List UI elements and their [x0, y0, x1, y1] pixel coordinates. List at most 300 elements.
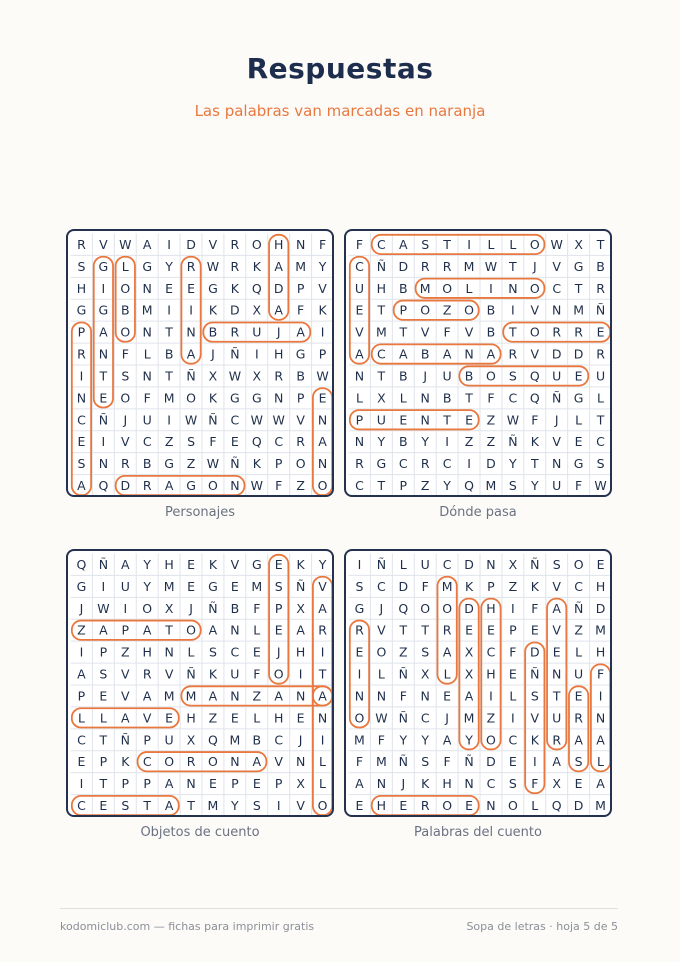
grid-letter: I — [511, 710, 515, 726]
grid-letter: C — [377, 346, 386, 362]
grid-letter: E — [187, 556, 195, 572]
footer-page-info: Sopa de letras · hoja 5 de 5 — [466, 920, 618, 933]
grid-letter: A — [596, 732, 605, 748]
grid-letter: L — [319, 754, 327, 770]
grid-letter: E — [465, 622, 473, 638]
grid-letter: Ñ — [530, 666, 540, 682]
grid-letter: N — [552, 666, 562, 682]
grid-letter: A — [596, 776, 605, 792]
grid-letter: W — [97, 600, 110, 616]
grid-letter: O — [529, 236, 540, 252]
grid-letter: X — [420, 666, 430, 682]
grid-letter: Q — [464, 478, 474, 494]
grid-letter: T — [399, 324, 408, 340]
grid-letter: K — [296, 556, 305, 572]
grid-letter: F — [143, 390, 151, 406]
grid-letter: A — [464, 688, 474, 704]
grid-letter: O — [251, 236, 262, 252]
grid-letter: A — [574, 732, 583, 748]
grid-letter: K — [421, 776, 430, 792]
grid-letter: M — [463, 710, 475, 726]
grid-letter: L — [575, 412, 583, 428]
grid-letter: P — [318, 346, 327, 362]
grid-letter: A — [552, 600, 561, 616]
grid-letter: C — [442, 556, 452, 572]
grid-letter: M — [295, 258, 307, 274]
grid-letter: A — [399, 346, 408, 362]
grid-letter: N — [317, 412, 328, 428]
grid-letter: G — [186, 478, 196, 494]
grid-letter: P — [121, 776, 130, 792]
grid-letter: E — [230, 434, 239, 450]
grid-letter: N — [98, 346, 109, 362]
grid-letter: H — [76, 280, 87, 296]
grid-letter: A — [296, 622, 305, 638]
grid-letter: D — [398, 258, 409, 274]
grid-letter: Ñ — [530, 556, 540, 572]
grid-letter: A — [274, 302, 283, 318]
grid-letter: V — [530, 302, 540, 318]
grid-letter: L — [465, 280, 473, 296]
grid-letter: H — [442, 776, 452, 792]
grid-letter: V — [552, 622, 561, 638]
grid-letter: G — [251, 390, 262, 406]
grid-letter: E — [574, 688, 583, 704]
grid-letter: Ñ — [208, 600, 218, 616]
grid-letter: S — [187, 434, 196, 450]
grid-letter: F — [377, 732, 385, 748]
grid-letter: V — [274, 754, 283, 770]
grid-letter: M — [595, 622, 606, 638]
grid-letter: S — [77, 258, 86, 274]
grid-letter: F — [487, 390, 495, 406]
grid-letter: A — [142, 688, 152, 704]
grid-letter: A — [552, 754, 561, 770]
grid-letter: E — [99, 798, 108, 814]
grid-letter: P — [99, 754, 108, 770]
grid-letter: P — [487, 578, 495, 594]
grid-letter: U — [552, 478, 562, 494]
grid-letter: B — [230, 600, 240, 616]
grid-letter: Ñ — [398, 754, 408, 770]
grid-letter: Q — [208, 732, 218, 748]
grid-letter: E — [187, 578, 195, 594]
grid-letter: A — [142, 236, 152, 252]
grid-letter: S — [508, 776, 517, 792]
grid-letter: I — [79, 776, 84, 792]
grid-letter: U — [230, 666, 240, 682]
grid-letter: O — [442, 798, 453, 814]
grid-letter: A — [99, 324, 108, 340]
grid-letter: C — [274, 434, 284, 450]
grid-letter: N — [354, 368, 365, 384]
grid-letter: J — [423, 368, 428, 384]
grid-letter: O — [573, 556, 584, 572]
grid-letter: Q — [251, 280, 262, 296]
grid-letter: C — [77, 412, 86, 428]
grid-letter: F — [531, 776, 539, 792]
grid-letter: Ñ — [98, 556, 109, 572]
grid-letter: G — [295, 346, 306, 362]
grid-letter: O — [164, 754, 175, 770]
grid-letter: S — [355, 578, 364, 594]
grid-svg — [68, 231, 334, 497]
grid-letter: Q — [529, 368, 540, 384]
grid-letter: F — [443, 324, 451, 340]
grid-letter: Y — [421, 732, 430, 748]
grid-letter: B — [252, 732, 262, 748]
grid-letter: R — [274, 368, 284, 384]
grid-letter: Y — [530, 478, 539, 494]
grid-letter: N — [552, 456, 562, 472]
grid-letter: I — [467, 236, 471, 252]
grid-letter: D — [486, 754, 496, 770]
grid-letter: I — [357, 666, 362, 682]
grid-letter: D — [486, 456, 496, 472]
grid-letter: C — [442, 456, 452, 472]
grid-letter: Ñ — [295, 578, 306, 594]
grid-letter: R — [296, 434, 305, 450]
grid-letter: E — [252, 776, 261, 792]
grid-letter: Q — [76, 556, 87, 572]
grid-letter: C — [355, 478, 364, 494]
grid-letter: E — [274, 556, 283, 572]
grid-letter: A — [252, 754, 262, 770]
grid-letter: R — [552, 324, 562, 340]
grid-letter: S — [421, 236, 430, 252]
grid-letter: J — [79, 600, 84, 616]
grid-letter: J — [298, 732, 303, 748]
grid-letter: K — [208, 556, 218, 572]
grid-letter: C — [355, 258, 364, 274]
grid-letter: Z — [252, 688, 262, 704]
grid-letter: L — [399, 556, 407, 572]
grid-letter: Ñ — [120, 732, 130, 748]
grid-letter: L — [253, 710, 261, 726]
grid-letter: O — [273, 666, 284, 682]
grid-letter: N — [464, 776, 474, 792]
grid-letter: R — [574, 324, 583, 340]
grid-letter: O — [486, 368, 496, 384]
grid-letter: A — [164, 776, 174, 792]
grid-letter: R — [420, 798, 430, 814]
grid-letter: O — [120, 324, 131, 340]
grid-letter: Y — [399, 732, 408, 748]
grid-letter: T — [574, 280, 583, 296]
grid-letter: W — [484, 258, 498, 274]
grid-letter: V — [121, 434, 130, 450]
grid-letter: E — [209, 776, 217, 792]
grid-letter: R — [420, 258, 430, 274]
grid-letter: T — [165, 622, 173, 638]
grid-letter: J — [123, 412, 128, 428]
grid-letter: O — [186, 390, 196, 406]
grid-letter: R — [142, 478, 152, 494]
grid-letter: C — [377, 578, 386, 594]
grid-letter: O — [295, 456, 306, 472]
grid-letter: F — [531, 412, 539, 428]
grid-letter: V — [420, 324, 430, 340]
grid-letter: T — [99, 732, 108, 748]
grid-letter: I — [167, 412, 171, 428]
grid-letter: B — [596, 258, 605, 274]
grid-letter: G — [164, 456, 174, 472]
grid-letter: O — [354, 710, 365, 726]
grid-letter: D — [186, 236, 196, 252]
grid-letter: M — [185, 688, 197, 704]
grid-letter: J — [211, 346, 215, 362]
grid-letter: C — [596, 434, 605, 450]
grid-letter: A — [208, 622, 218, 638]
grid-letter: E — [596, 556, 605, 572]
grid-letter: T — [443, 412, 451, 428]
grid-letter: X — [574, 236, 583, 252]
grid-letter: E — [99, 390, 108, 406]
grid-letter: A — [164, 478, 174, 494]
grid-letter: C — [77, 798, 86, 814]
grid-letter: W — [228, 368, 242, 384]
footer-divider — [60, 908, 618, 909]
grid-letter: H — [595, 644, 606, 660]
grid-letter: F — [575, 478, 583, 494]
grid-letter: E — [165, 280, 174, 296]
grid-letter: P — [274, 600, 283, 616]
grid-letter: F — [421, 578, 429, 594]
grid-letter: L — [509, 236, 517, 252]
grid-letter: Ñ — [552, 390, 562, 406]
grid-letter: P — [274, 456, 283, 472]
grid-letter: N — [230, 478, 240, 494]
grid-letter: F — [318, 236, 327, 252]
grid-letter: V — [464, 324, 474, 340]
grid-letter: N — [486, 556, 496, 572]
grid-letter: S — [596, 456, 605, 472]
grid-letter: Ñ — [398, 666, 408, 682]
grid-letter: U — [595, 368, 606, 384]
grid-letter: O — [317, 798, 328, 814]
grid-letter: U — [354, 280, 365, 296]
grid-letter: E — [355, 302, 364, 318]
grid-letter: T — [509, 324, 517, 340]
grid-letter: B — [420, 346, 430, 362]
grid-letter: I — [167, 302, 171, 318]
grid-letter: T — [99, 368, 108, 384]
grid-letter: E — [252, 644, 261, 660]
grid-letter: U — [142, 412, 152, 428]
grid-letter: U — [164, 732, 174, 748]
grid-letter: N — [295, 754, 306, 770]
grid-letter: A — [399, 236, 408, 252]
grid-letter: X — [508, 556, 518, 572]
grid-letter: O — [208, 754, 218, 770]
grid-letter: N — [420, 390, 430, 406]
grid-letter: P — [355, 412, 364, 428]
grid-svg — [68, 551, 334, 817]
grid-letter: K — [464, 578, 474, 594]
grid-letter: A — [355, 776, 364, 792]
grid-letter: M — [354, 732, 365, 748]
grid-letter: J — [379, 600, 384, 616]
page-subtitle: Las palabras van marcadas en naranja — [194, 102, 486, 120]
word-search-donde-pasa — [344, 229, 612, 497]
grid-letter: Ñ — [376, 258, 387, 274]
grid-letter: A — [121, 556, 130, 572]
page-title: Respuestas — [246, 52, 434, 85]
grid-letter: Ñ — [230, 346, 240, 362]
grid-letter: Q — [551, 798, 562, 814]
grid-letter: O — [120, 390, 131, 406]
grid-letter: K — [208, 302, 218, 318]
grid-letter: A — [442, 732, 452, 748]
grid-letter: C — [142, 754, 152, 770]
grid-letter: G — [230, 390, 240, 406]
grid-letter: Z — [442, 302, 452, 318]
grid-letter: Z — [486, 412, 496, 428]
grid-letter: N — [164, 644, 174, 660]
grid-letter: L — [531, 798, 539, 814]
grid-letter: B — [142, 456, 152, 472]
grid-letter: S — [121, 798, 130, 814]
grid-letter: C — [508, 390, 518, 406]
grid-letter: F — [399, 688, 407, 704]
grid-letter: G — [98, 302, 109, 318]
grid-letter: G — [98, 258, 109, 274]
grid-letter: Ñ — [595, 302, 606, 318]
grid-letter: Ñ — [573, 600, 584, 616]
grid-letter: T — [165, 324, 173, 340]
grid-letter: F — [531, 600, 539, 616]
grid-letter: B — [164, 346, 174, 362]
grid-letter: B — [399, 368, 408, 384]
word-search-palabras — [344, 549, 612, 817]
grid-letter: E — [443, 688, 452, 704]
grid-letter: M — [229, 732, 241, 748]
grid-letter: Z — [508, 578, 518, 594]
grid-letter: Q — [398, 600, 409, 616]
grid-letter: V — [296, 412, 305, 428]
grid-letter: H — [274, 236, 284, 252]
grid-letter: X — [464, 644, 474, 660]
grid-letter: V — [142, 710, 152, 726]
grid-letter: H — [186, 710, 196, 726]
grid-letter: I — [298, 666, 303, 682]
grid-letter: A — [486, 346, 496, 362]
grid-letter: Z — [486, 434, 496, 450]
grid-letter: G — [208, 280, 218, 296]
grid-letter: E — [187, 280, 195, 296]
grid-letter: B — [121, 302, 130, 318]
grid-letter: W — [206, 456, 220, 472]
grid-letter: E — [274, 622, 283, 638]
grid-letter: I — [79, 368, 84, 384]
grid-letter: N — [230, 622, 240, 638]
grid-letter: R — [596, 280, 605, 296]
grid-letter: L — [399, 390, 407, 406]
grid-letter: R — [552, 732, 562, 748]
grid-letter: S — [99, 666, 108, 682]
grid-letter: P — [143, 732, 151, 748]
grid-letter: V — [208, 236, 218, 252]
grid-letter: E — [318, 390, 327, 406]
grid-letter: R — [420, 456, 430, 472]
grid-letter: A — [164, 798, 174, 814]
grid-letter: M — [485, 478, 497, 494]
grid-letter: P — [121, 622, 130, 638]
grid-letter: Y — [421, 434, 430, 450]
grid-letter: I — [532, 754, 537, 770]
grid-letter: Q — [251, 434, 262, 450]
grid-letter: X — [377, 390, 386, 406]
grid-letter: Y — [377, 434, 386, 450]
grid-letter: I — [489, 688, 493, 704]
grid-letter: L — [597, 754, 605, 770]
grid-letter: Y — [443, 478, 451, 494]
grid-letter: X — [252, 302, 262, 318]
grid-letter: J — [445, 710, 449, 726]
grid-letter: A — [121, 710, 130, 726]
grid-letter: I — [467, 456, 471, 472]
grid-letter: T — [530, 456, 539, 472]
grid-letter: O — [208, 478, 218, 494]
grid-letter: S — [552, 556, 561, 572]
grid-letter: V — [355, 324, 364, 340]
grid-letter: M — [463, 258, 475, 274]
grid-letter: M — [419, 280, 431, 296]
grid-letter: D — [273, 280, 284, 296]
grid-letter: N — [552, 302, 562, 318]
grid-letter: W — [550, 236, 563, 252]
grid-letter: P — [399, 478, 408, 494]
grid-letter: M — [163, 688, 175, 704]
grid-letter: R — [442, 622, 452, 638]
grid-letter: L — [597, 390, 605, 406]
grid-letter: E — [596, 324, 605, 340]
grid-letter: H — [376, 280, 387, 296]
grid-letter: W — [272, 412, 285, 428]
grid-letter: H — [274, 346, 284, 362]
grid-letter: N — [142, 368, 152, 384]
grid-letter: T — [399, 622, 408, 638]
grid-letter: T — [465, 390, 473, 406]
grid-letter: J — [276, 324, 281, 340]
caption-objetos: Objetos de cuento — [140, 825, 260, 840]
grid-letter: B — [296, 368, 305, 384]
grid-letter: K — [230, 280, 239, 296]
grid-letter: R — [442, 258, 452, 274]
grid-letter: W — [316, 368, 329, 384]
grid-letter: F — [355, 754, 364, 770]
grid-letter: N — [230, 688, 240, 704]
grid-letter: D — [464, 600, 474, 616]
grid-letter: E — [399, 412, 408, 428]
grid-letter: B — [399, 280, 408, 296]
grid-letter: X — [186, 732, 196, 748]
grid-letter: S — [208, 644, 217, 660]
grid-letter: U — [552, 710, 562, 726]
grid-letter: I — [489, 280, 493, 296]
grid-letter: A — [318, 600, 327, 616]
grid-letter: M — [375, 754, 387, 770]
grid-letter: F — [209, 434, 217, 450]
grid-letter: X — [296, 600, 305, 616]
grid-letter: L — [77, 710, 85, 726]
grid-letter: H — [142, 644, 152, 660]
grid-letter: R — [574, 710, 583, 726]
grid-letter: O — [442, 280, 453, 296]
grid-letter: T — [443, 236, 451, 252]
grid-letter: M — [207, 798, 219, 814]
grid-svg — [346, 551, 612, 817]
